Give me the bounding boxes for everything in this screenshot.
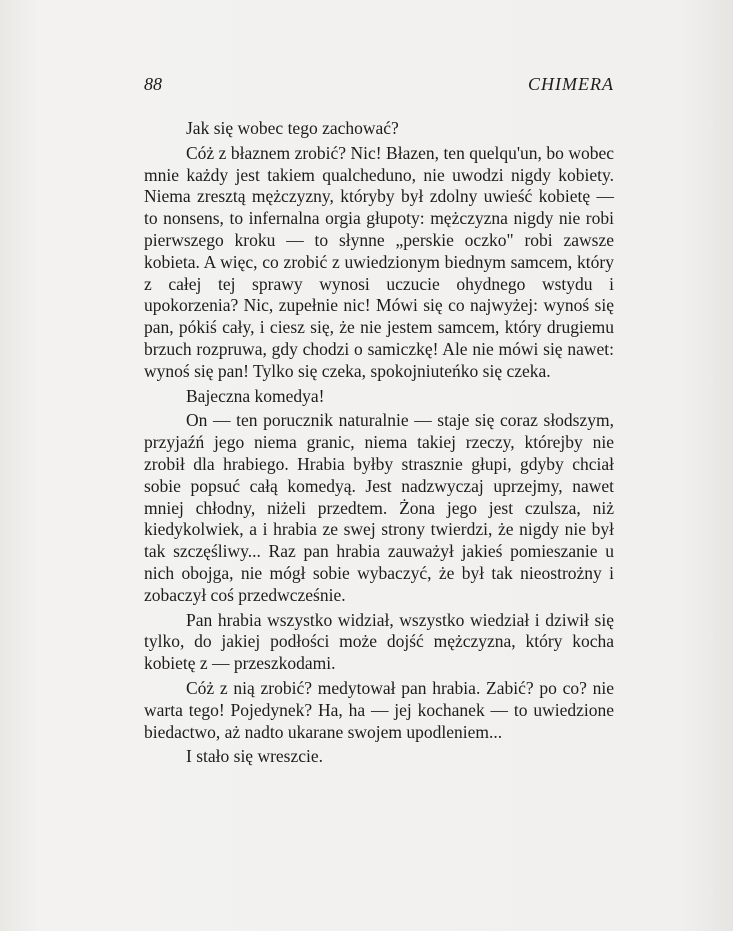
body-text (144, 118, 614, 771)
page-number: 88 (144, 74, 162, 94)
paragraph: On — ten porucznik naturalnie — staje się coraz słodszym, przyjaźń jego niema granic, niema takiej rzeczy, którejby nie zrobił dla hrabiego. Hrabia byłby strasznie głupi, gdyby chciał sobie popsuć całą komedyą. Jest nadzwyczaj uprzejmy, nawet mniej chłodny, niżeli przedtem. Żona jego jest czulsza, niż kiedykolwiek, a i hrabia ze swej strony twierdzi, że nigdy nie był tak szczęśliwy... Raz pan hrabia zauważył jakieś pomieszanie u nich obojga, nie mógł sobie wybaczyć, że był tak nieostrożny i zobaczył coś przedwcześnie. (144, 410, 614, 605)
paragraph: Cóż z błaznem zrobić? Nic! Błazen, ten quelqu'un, bo wobec mnie każdy jest takiem qualcheduno, nie uwodzi nigdy kobiety. Niema zresztą mężczyzny, któryby był zdolny uwieść kobietę — to nonsens, to infernalna orgia głupoty: mężczyzna nigdy nie robi pierwszego kroku — to słynne „perskie oczko" robi zawsze kobieta. A więc, co zrobić z uwiedzionym biednym samcem, który z całej tej sprawy wynosi uczucie ohydnego wstydu i upokorzenia? Nic, zupełnie nic! Mówi się co najwyżej: wynoś się pan, pókiś cały, i ciesz się, że nie jestem samcem, który drugiemu brzuch rozpruwa, gdy chodzi o samiczkę! Ale nie mówi się nawet: wynoś się pan! Tylko się czeka, spokojniuteńko się czeka. (144, 142, 614, 381)
book-title: CHIMERA (528, 74, 614, 94)
paragraph: I stało się wreszcie. (186, 746, 324, 767)
paragraph: Pan hrabia wszystko widział, wszystko wiedział i dziwił się tylko, do jakiej podłości może dojść mężczyzna, który kocha kobietę z — przeszkodami. (144, 609, 614, 674)
paragraph: Jak się wobec tego zachować? (186, 118, 399, 138)
paragraph: Bajeczna komedya! (186, 385, 325, 406)
paragraph: Cóż z nią zrobić? medytował pan hrabia. Zabić? po co? nie warta tego! Pojedynek? Ha, ha — jej kochanek — to uwiedzione biedactwo, aż nadto ukarane swojem upodleniem... (144, 677, 614, 742)
running-head (144, 74, 614, 98)
